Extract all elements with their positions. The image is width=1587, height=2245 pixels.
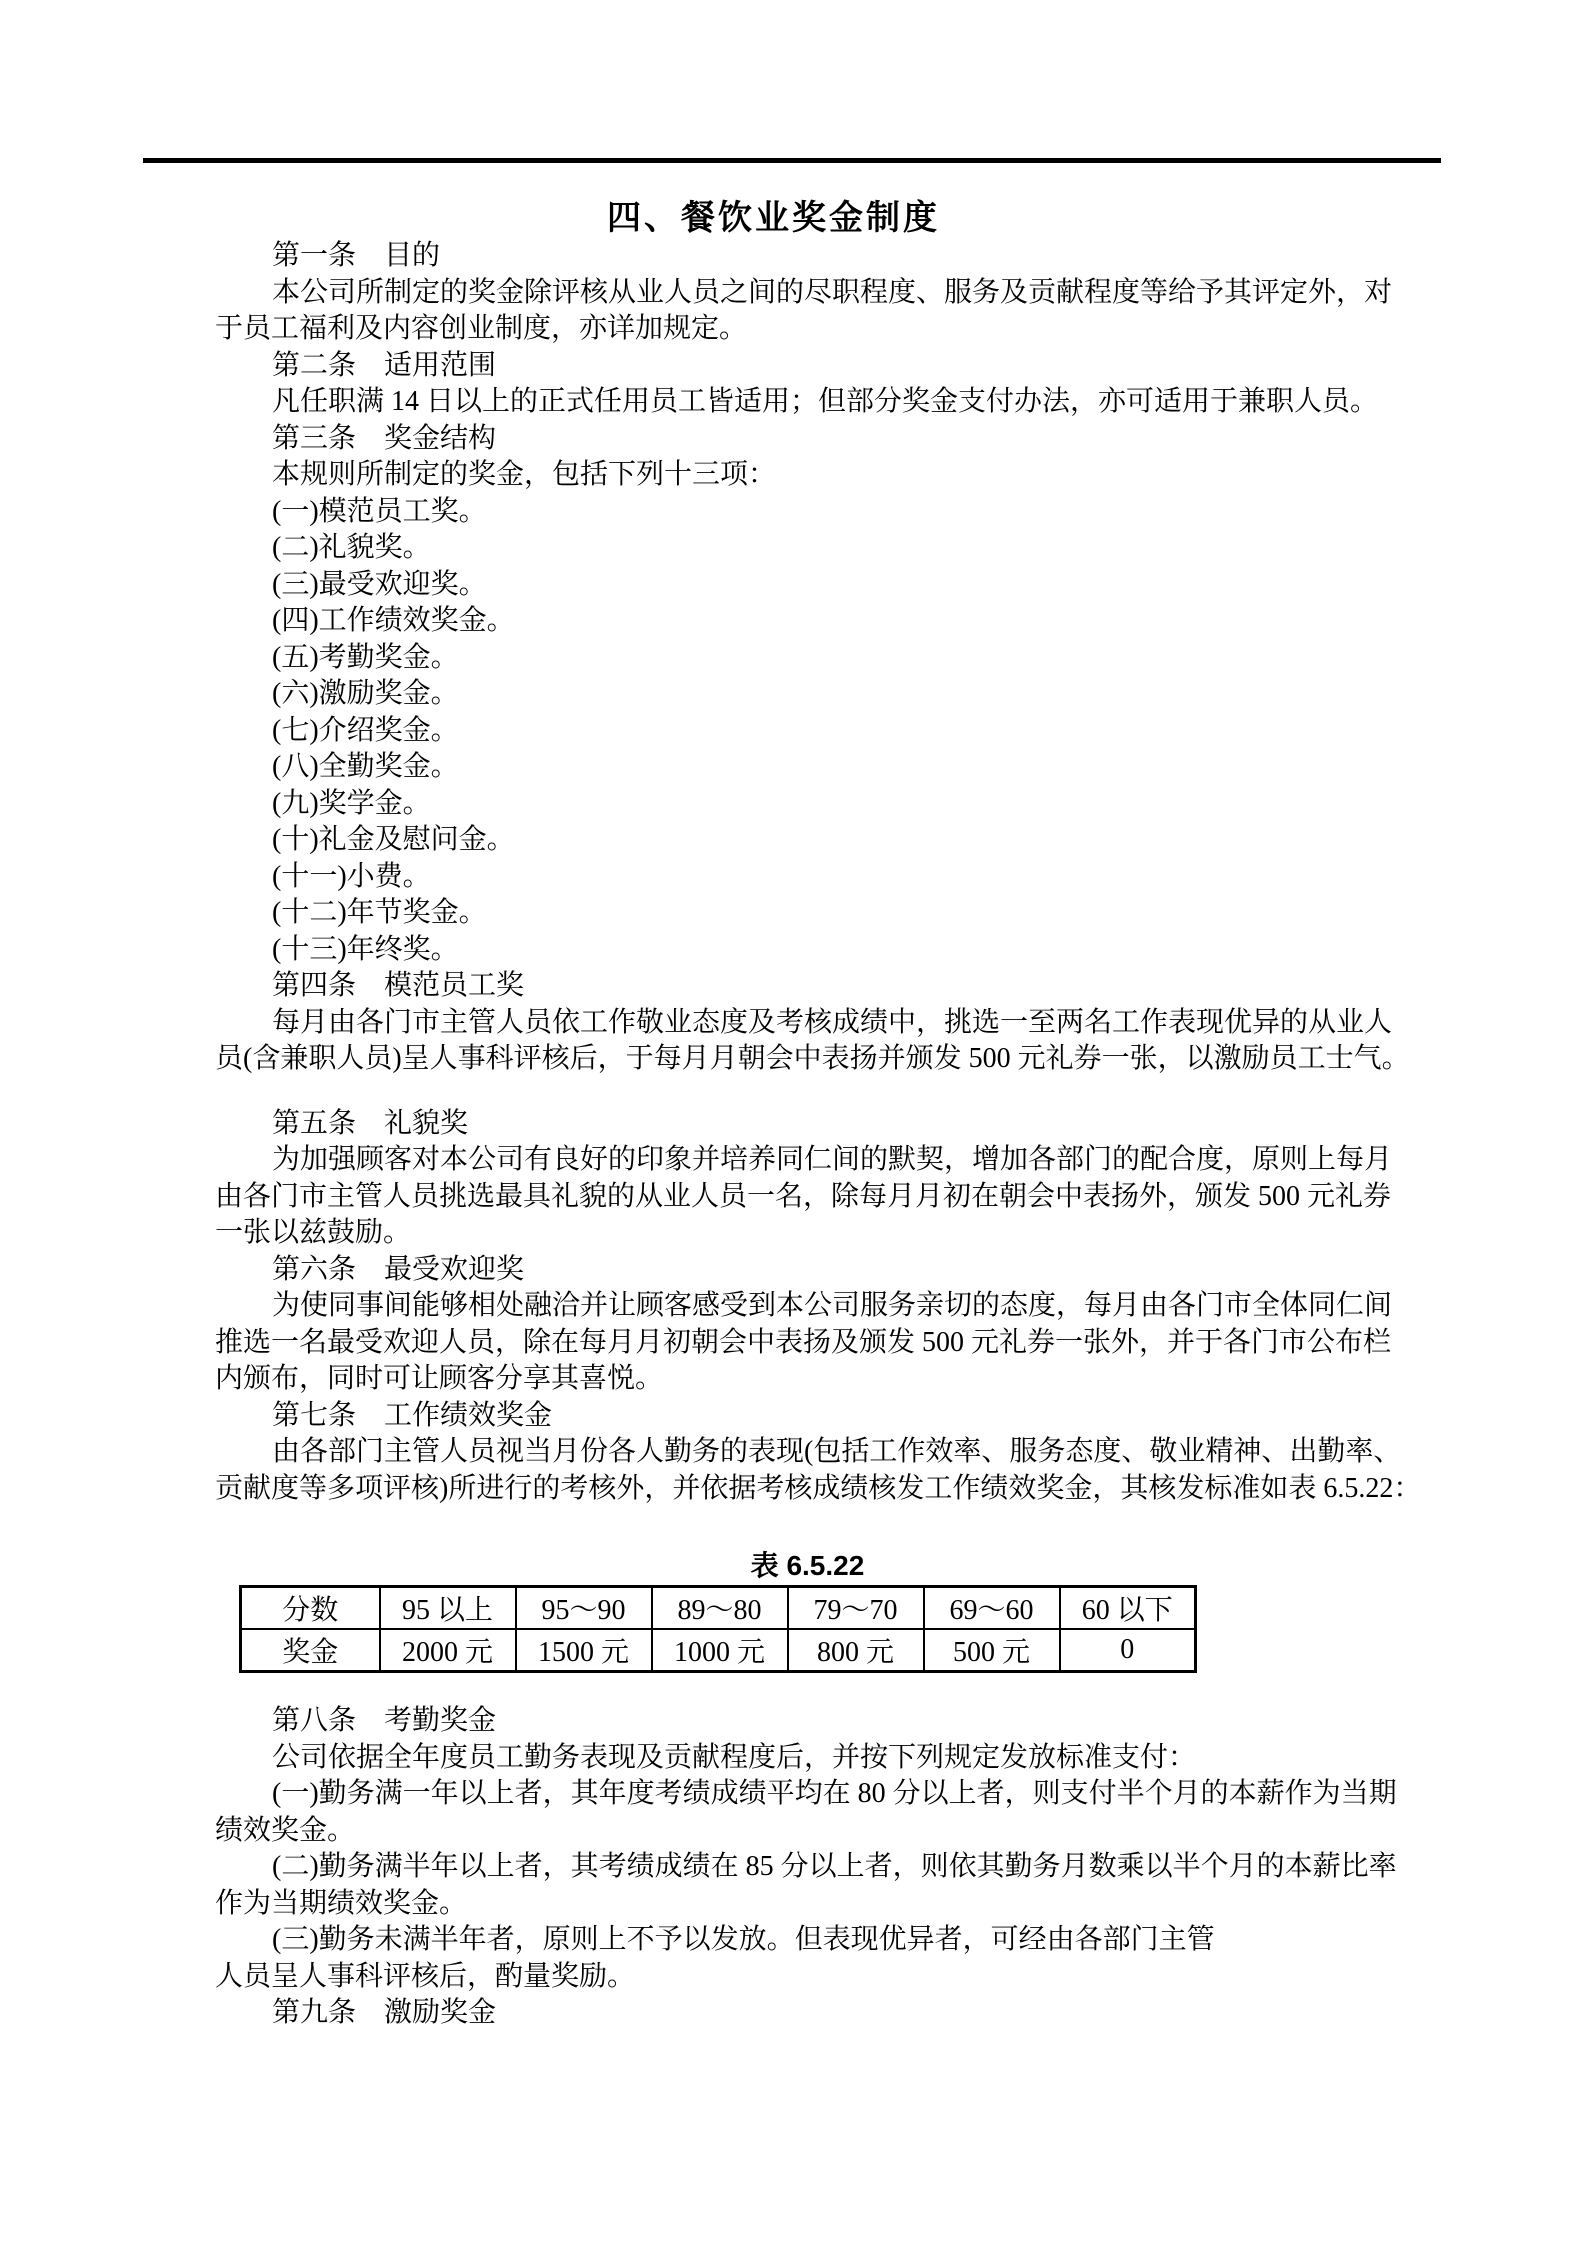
blank-line bbox=[215, 1078, 1400, 1106]
text-line: 绩效奖金。 bbox=[215, 1814, 356, 1846]
text-line: 于员工福利及内容创业制度，亦详加规定。 bbox=[215, 313, 748, 344]
value-cell: 800 元 bbox=[788, 1629, 924, 1672]
text-line: (一)勤务满一年以上者，其年度考绩成绩平均在 80 分以上者，则支付半个月的本薪作为当期 bbox=[272, 1778, 1397, 1809]
row-label-cell: 奖金 bbox=[241, 1629, 380, 1672]
text-line: (四)工作绩效奖金。 bbox=[272, 605, 515, 636]
text-line: 本规则所制定的奖金，包括下列十三项： bbox=[272, 459, 777, 490]
text-line: (九)奖学金。 bbox=[272, 787, 431, 819]
text-line: (二)礼貌奖。 bbox=[272, 532, 431, 563]
text-line: 第三条 奖金结构 bbox=[272, 422, 497, 454]
value-cell: 500 元 bbox=[924, 1629, 1060, 1672]
text-line: 内颁布，同时可让顾客分享其喜悦。 bbox=[215, 1363, 664, 1394]
text-line: 作为当期绩效奖金。 bbox=[215, 1887, 468, 1919]
text-line: 由各门市主管人员挑选最具礼貌的从业人员一名，除每月月初在朝会中表扬外，颁发 500 元礼券 bbox=[215, 1180, 1392, 1212]
text-line: 员(含兼职人员)呈人事科评核后，于每月月朝会中表扬并颁发 500 元礼券一张，以激励员工士气。 bbox=[215, 1043, 1410, 1074]
text-line: (十)礼金及慰问金。 bbox=[272, 824, 515, 855]
row-label-cell: 分数 bbox=[241, 1587, 380, 1630]
text-line: 第二条 适用范围 bbox=[272, 349, 497, 381]
text-line: 由各部门主管人员视当月份各人勤务的表现(包括工作效率、服务态度、敬业精神、出勤率、 bbox=[272, 1436, 1402, 1467]
text-line: 第八条 考勤奖金 bbox=[272, 1705, 497, 1736]
text-line: 本公司所制定的奖金除评核从业人员之间的尽职程度、服务及贡献程度等给予其评定外，对 bbox=[272, 276, 1393, 308]
document-body bbox=[215, 238, 1422, 2032]
text-line: (十一)小费。 bbox=[272, 860, 431, 892]
text-line: 推选一名最受欢迎人员，除在每月月初朝会中表扬及颁发 500 元礼券一张外，并于各门市公布栏 bbox=[215, 1326, 1392, 1358]
text-line: 凡任职满 14 日以上的正式任用员工皆适用；但部分奖金支付办法，亦可适用于兼职人员。 bbox=[272, 386, 1379, 417]
text-line: 第七条 工作绩效奖金 bbox=[272, 1399, 553, 1431]
value-cell: 69～60 bbox=[924, 1587, 1060, 1630]
value-cell: 95 以上 bbox=[380, 1587, 516, 1630]
value-cell: 0 bbox=[1060, 1629, 1196, 1672]
text-line: 第六条 最受欢迎奖 bbox=[272, 1253, 525, 1285]
text-line: (三)勤务未满半年者，原则上不予以发放。但表现优异者，可经由各部门主管 bbox=[272, 1924, 1215, 1955]
text-line: (十二)年节奖金。 bbox=[272, 897, 487, 928]
value-cell: 89～80 bbox=[652, 1587, 788, 1630]
value-cell: 95～90 bbox=[516, 1587, 652, 1630]
table-row bbox=[241, 1629, 1196, 1672]
value-cell: 1000 元 bbox=[652, 1629, 788, 1672]
page-title: 四、餐饮业奖金制度 bbox=[607, 199, 940, 237]
value-cell: 1500 元 bbox=[516, 1629, 652, 1672]
bonus-table bbox=[239, 1585, 1197, 1673]
text-line: 贡献度等多项评核)所进行的考核外，并依据考核成绩核发工作绩效奖金，其核发标准如表 6.5.22： bbox=[215, 1472, 1422, 1504]
value-cell: 79～70 bbox=[788, 1587, 924, 1630]
text-line: 第四条 模范员工奖 bbox=[272, 970, 525, 1001]
table-row bbox=[241, 1587, 1196, 1630]
body-lines-after-table bbox=[215, 1703, 1400, 2032]
text-line: 一张以兹鼓励。 bbox=[215, 1217, 412, 1248]
text-line: 第五条 礼貌奖 bbox=[272, 1107, 469, 1139]
text-line: 为加强顾客对本公司有良好的印象并培养同仁间的默契，增加各部门的配合度，原则上每月 bbox=[272, 1144, 1393, 1175]
text-line: (七)介绍奖金。 bbox=[272, 714, 459, 746]
text-line: 人员呈人事科评核后，酌量奖励。 bbox=[215, 1960, 636, 1992]
text-line: (十三)年终奖。 bbox=[272, 933, 459, 965]
text-line: 每月由各门市主管人员依工作敬业态度及考核成绩中，挑选一至两名工作表现优异的从业人 bbox=[272, 1006, 1393, 1038]
text-line: (三)最受欢迎奖。 bbox=[272, 568, 487, 600]
text-line: (五)考勤奖金。 bbox=[272, 641, 459, 673]
table-caption: 表 6.5.22 bbox=[750, 1550, 865, 1581]
text-line: 为使同事间能够相处融洽并让顾客感受到本公司服务亲切的态度，每月由各门市全体同仁间 bbox=[272, 1290, 1393, 1321]
text-line: (二)勤务满半年以上者，其考绩成绩在 85 分以上者，则依其勤务月数乘以半个月的本薪比率 bbox=[272, 1851, 1397, 1882]
header-rule bbox=[143, 158, 1441, 163]
text-line: 公司依据全年度员工勤务表现及贡献程度后，并按下列规定发放标准支付： bbox=[272, 1741, 1197, 1773]
text-line: (六)激励奖金。 bbox=[272, 678, 459, 709]
value-cell: 60 以下 bbox=[1060, 1587, 1196, 1630]
text-line: (八)全勤奖金。 bbox=[272, 751, 459, 782]
text-line: (一)模范员工奖。 bbox=[272, 495, 487, 527]
body-lines-before-table bbox=[215, 238, 1422, 1507]
value-cell: 2000 元 bbox=[380, 1629, 516, 1672]
text-line: 第九条 激励奖金 bbox=[272, 1997, 497, 2028]
text-line: 第一条 目的 bbox=[272, 240, 441, 271]
